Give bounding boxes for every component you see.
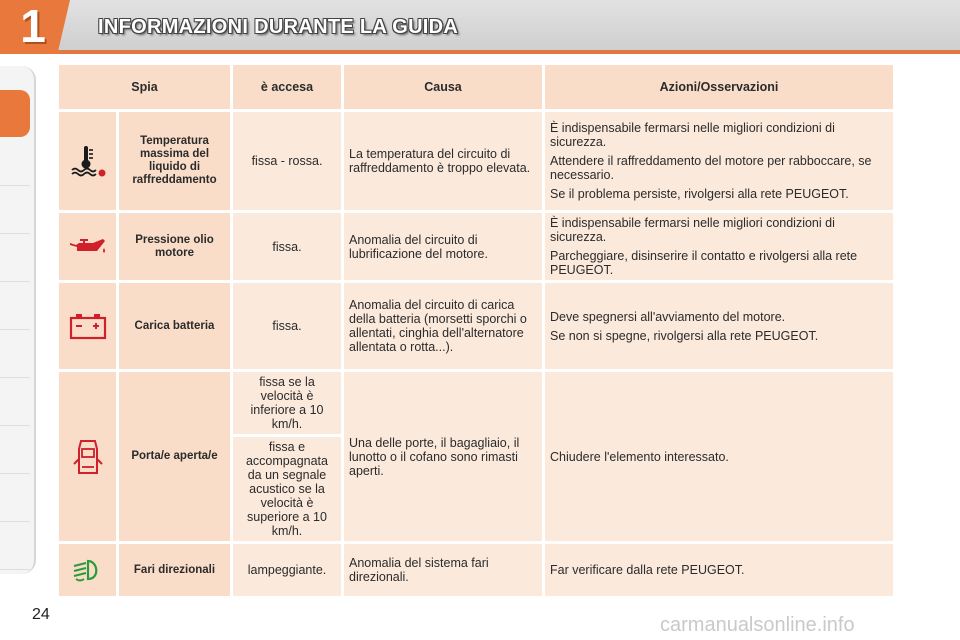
header-accent-line — [0, 50, 960, 54]
warning-state-secondary: fissa e accompagnata da un segnale acustico se la velocità è superiore a 10 km/h. — [233, 437, 341, 541]
chapter-tab[interactable] — [0, 522, 30, 570]
table-row — [59, 213, 893, 280]
chapter-number: 1 — [20, 0, 46, 52]
chapter-tab[interactable] — [0, 474, 30, 522]
icon-cell — [59, 283, 116, 369]
chapter-tab[interactable] — [0, 234, 30, 282]
icon-cell — [59, 372, 116, 541]
chapter-tab[interactable] — [0, 426, 30, 474]
warning-name: Pressione olio motore — [119, 213, 230, 280]
coolant-temperature-icon — [59, 143, 116, 179]
column-header-spia: Spia — [59, 65, 230, 109]
warning-cause: Anomalia del sistema fari direzionali. — [344, 544, 542, 596]
warning-name: Fari direzionali — [119, 544, 230, 596]
chapter-tab[interactable] — [0, 282, 30, 330]
action-text: Chiudere l'elemento interessato. — [550, 449, 729, 464]
icon-cell — [59, 544, 116, 596]
table-row — [59, 283, 893, 369]
icon-cell — [59, 213, 116, 280]
page-number: 24 — [32, 606, 50, 623]
warning-state: fissa. — [233, 213, 341, 280]
column-header-accesa: è accesa — [233, 65, 341, 109]
watermark: carmanualsonline.info — [660, 614, 855, 636]
headlight-icon — [59, 557, 116, 583]
warning-actions — [545, 544, 893, 596]
warning-name: Temperatura massima del liquido di raffreddamento — [119, 112, 230, 210]
warning-cause: La temperatura del circuito di raffreddamento è troppo elevata. — [344, 112, 542, 210]
warning-actions — [545, 372, 893, 541]
chapter-tab[interactable] — [0, 138, 30, 186]
warning-cause: Anomalia del circuito di carica della batteria (morsetti sporchi o allentati, cinghia dell'alternatore allentata o rotta...). — [344, 283, 542, 369]
action-text: Deve spegnersi all'avviamento del motore. — [550, 309, 786, 324]
table-row — [59, 372, 893, 434]
page-title: INFORMAZIONI DURANTE LA GUIDA — [98, 16, 459, 38]
oil-pressure-icon — [59, 235, 116, 259]
chapter-tabs — [0, 66, 36, 574]
table-header-row — [59, 65, 893, 109]
icon-cell — [59, 112, 116, 210]
chapter-tab[interactable] — [0, 186, 30, 234]
column-header-azioni: Azioni/Osservazioni — [545, 65, 893, 109]
table-row — [59, 112, 893, 210]
warning-actions — [545, 112, 893, 210]
door-open-icon — [59, 437, 116, 477]
action-text: Far verificare dalla rete PEUGEOT. — [550, 563, 745, 577]
action-text: Se non si spegne, rivolgersi alla rete PEUGEOT. — [550, 328, 819, 343]
warning-state: lampeggiante. — [233, 544, 341, 596]
warning-lights-table — [56, 62, 896, 599]
warning-actions — [545, 213, 893, 280]
warning-state: fissa. — [233, 283, 341, 369]
warning-cause: Una delle porte, il bagagliaio, il lunotto o il cofano sono rimasti aperti. — [344, 372, 542, 541]
chapter-tab[interactable] — [0, 378, 30, 426]
action-text: È indispensabile fermarsi nelle migliori condizioni di sicurezza. — [550, 216, 835, 244]
action-text: Parcheggiare, disinserire il contatto e rivolgersi alla rete PEUGEOT. — [550, 249, 858, 277]
warning-name: Carica batteria — [119, 283, 230, 369]
warning-cause: Anomalia del circuito di lubrificazione del motore. — [344, 213, 542, 280]
warning-state: fissa - rossa. — [233, 112, 341, 210]
chapter-tab[interactable] — [0, 330, 30, 378]
warning-actions — [545, 283, 893, 369]
action-text: Se il problema persiste, rivolgersi alla rete PEUGEOT. — [550, 187, 849, 201]
action-text: Attendere il raffreddamento del motore per rabboccare, se necessario. — [550, 154, 872, 182]
chapter-tab-active[interactable] — [0, 90, 30, 137]
table-row — [59, 544, 893, 596]
warning-name: Porta/e aperta/e — [119, 372, 230, 541]
warning-state: fissa se la velocità è inferiore a 10 km/h. — [233, 372, 341, 434]
warning-lights-table-wrap — [56, 62, 896, 599]
battery-icon — [59, 312, 116, 340]
action-text: È indispensabile fermarsi nelle migliori condizioni di sicurezza. — [550, 121, 835, 149]
column-header-causa: Causa — [344, 65, 542, 109]
